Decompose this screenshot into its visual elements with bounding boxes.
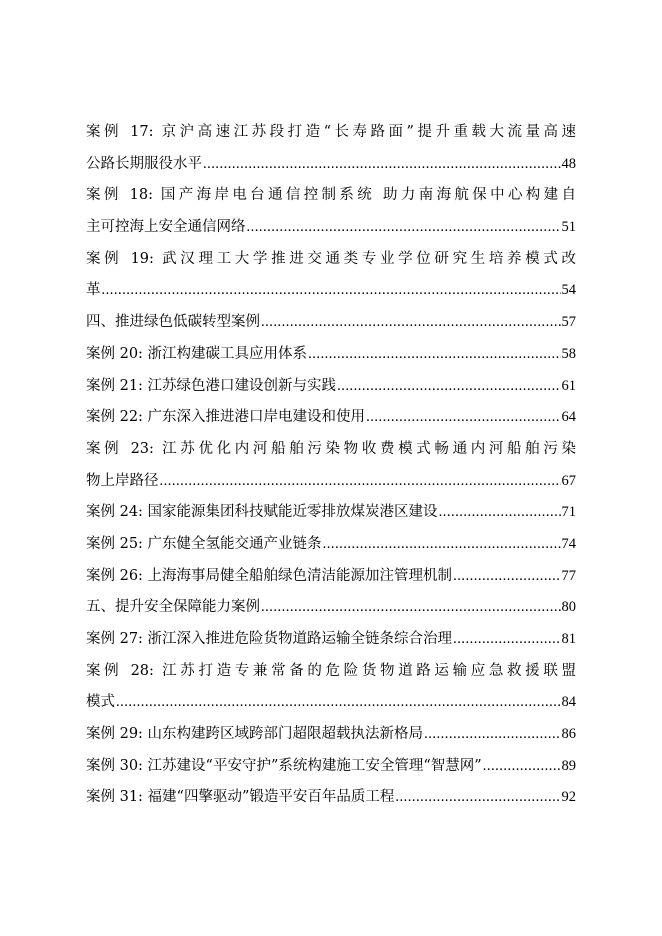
toc-page-number: 74 bbox=[561, 535, 576, 552]
toc-entry-title: 案例 24: 国家能源集团科技赋能近零排放煤炭港区建设 bbox=[86, 504, 438, 521]
toc-entry[interactable] bbox=[86, 371, 576, 403]
toc-entry[interactable]: 案例 28: 江苏打造专兼常备的危险货物道路运输应急救援联盟 bbox=[86, 662, 576, 679]
toc-page-number: 54 bbox=[561, 282, 576, 299]
toc-entry-title: 案例 29: 山东构建跨区域跨部门超限超载执法新格局 bbox=[86, 726, 424, 743]
dot-leader bbox=[247, 212, 561, 244]
toc-entry[interactable]: 案例 23: 江苏优化内河船舶污染物收费模式畅通内河船舶污染 bbox=[86, 440, 576, 457]
toc-entry[interactable] bbox=[86, 149, 576, 181]
toc-entry-title: 案例 25: 广东健全氢能交通产业链条 bbox=[86, 535, 322, 552]
toc-entry-title: 案例 27: 浙江深入推进危险货物道路运输全链条综合治理 bbox=[86, 631, 453, 647]
toc-entry-title: 案例 31: 福建“四擎驱动”锻造平安百年品质工程 bbox=[86, 789, 395, 806]
toc-entry[interactable] bbox=[86, 592, 576, 624]
toc-entry[interactable] bbox=[86, 339, 576, 371]
dot-leader bbox=[102, 275, 561, 307]
toc-page-number: 48 bbox=[561, 155, 576, 172]
toc-entry[interactable] bbox=[86, 719, 576, 751]
dot-leader bbox=[439, 497, 561, 529]
dot-leader bbox=[366, 402, 560, 434]
dot-leader bbox=[261, 307, 561, 339]
dot-leader bbox=[116, 687, 561, 719]
toc-entry[interactable] bbox=[86, 751, 576, 783]
toc-page-number: 84 bbox=[561, 694, 576, 711]
toc-entry[interactable]: 案例 19: 武汉理工大学推进交通类专业学位研究生培养模式改 bbox=[86, 250, 576, 267]
toc-page-number: 80 bbox=[561, 599, 576, 616]
table-of-contents bbox=[86, 117, 576, 814]
toc-entry[interactable] bbox=[86, 529, 576, 561]
toc-entry-title: 案例 22: 广东深入推进港口岸电建设和使用 bbox=[86, 409, 366, 426]
toc-entry[interactable]: 案例 17: 京沪高速江苏段打造“长寿路面”提升重载大流量高速 bbox=[86, 124, 576, 140]
toc-entry[interactable] bbox=[86, 561, 576, 593]
toc-entry-title: 案例 20: 浙江构建碳工具应用体系 bbox=[86, 345, 308, 362]
toc-page-number: 71 bbox=[561, 504, 576, 521]
toc-entry[interactable] bbox=[86, 212, 576, 244]
toc-page-number: 77 bbox=[561, 567, 576, 584]
toc-entry[interactable] bbox=[86, 307, 576, 339]
toc-entry-title: 模式 bbox=[86, 694, 115, 711]
toc-entry-title: 案例 26: 上海海事局健全船舶绿色清洁能源加注管理机制 bbox=[86, 567, 453, 584]
toc-entry[interactable] bbox=[86, 466, 576, 498]
dot-leader bbox=[424, 719, 560, 751]
toc-page-number: 89 bbox=[561, 757, 576, 774]
toc-page-number: 64 bbox=[561, 409, 576, 426]
toc-page-number: 57 bbox=[561, 314, 576, 331]
dot-leader bbox=[453, 624, 560, 656]
toc-entry[interactable] bbox=[86, 402, 576, 434]
toc-page-number: 86 bbox=[561, 726, 576, 743]
dot-leader bbox=[308, 339, 560, 371]
dot-leader bbox=[261, 592, 561, 624]
toc-entry-title: 革 bbox=[86, 282, 101, 299]
dot-leader bbox=[323, 529, 561, 561]
toc-page-number: 81 bbox=[561, 631, 576, 647]
dot-leader bbox=[203, 149, 561, 181]
dot-leader bbox=[395, 782, 560, 814]
toc-entry[interactable] bbox=[86, 782, 576, 814]
toc-page-number: 67 bbox=[561, 472, 576, 489]
toc-entry[interactable] bbox=[86, 497, 576, 529]
toc-page-number: 58 bbox=[561, 345, 576, 362]
toc-entry-title: 主可控海上安全通信网络 bbox=[86, 219, 246, 236]
dot-leader bbox=[453, 561, 560, 593]
toc-entry-title: 五、提升安全保障能力案例 bbox=[86, 599, 260, 616]
toc-page-number: 51 bbox=[561, 219, 576, 236]
dot-leader bbox=[337, 371, 560, 403]
toc-entry[interactable] bbox=[86, 624, 576, 656]
toc-page-number: 92 bbox=[561, 789, 576, 806]
toc-page-number: 61 bbox=[561, 377, 576, 394]
dot-leader bbox=[483, 751, 561, 783]
toc-entry-title: 案例 21: 江苏绿色港口建设创新与实践 bbox=[86, 377, 337, 394]
toc-entry-title: 案例 30: 江苏建设“平安守护”系统构建施工安全管理“智慧网” bbox=[86, 757, 482, 774]
toc-entry-title: 物上岸路径 bbox=[86, 472, 159, 489]
toc-entry-title: 公路长期服役水平 bbox=[86, 155, 202, 172]
toc-entry-title: 四、推进绿色低碳转型案例 bbox=[86, 314, 260, 331]
dot-leader bbox=[160, 466, 561, 498]
toc-entry[interactable] bbox=[86, 275, 576, 307]
toc-entry[interactable]: 案例 18: 国产海岸电台通信控制系统 助力南海航保中心构建自 bbox=[86, 187, 576, 204]
toc-entry[interactable] bbox=[86, 687, 576, 719]
